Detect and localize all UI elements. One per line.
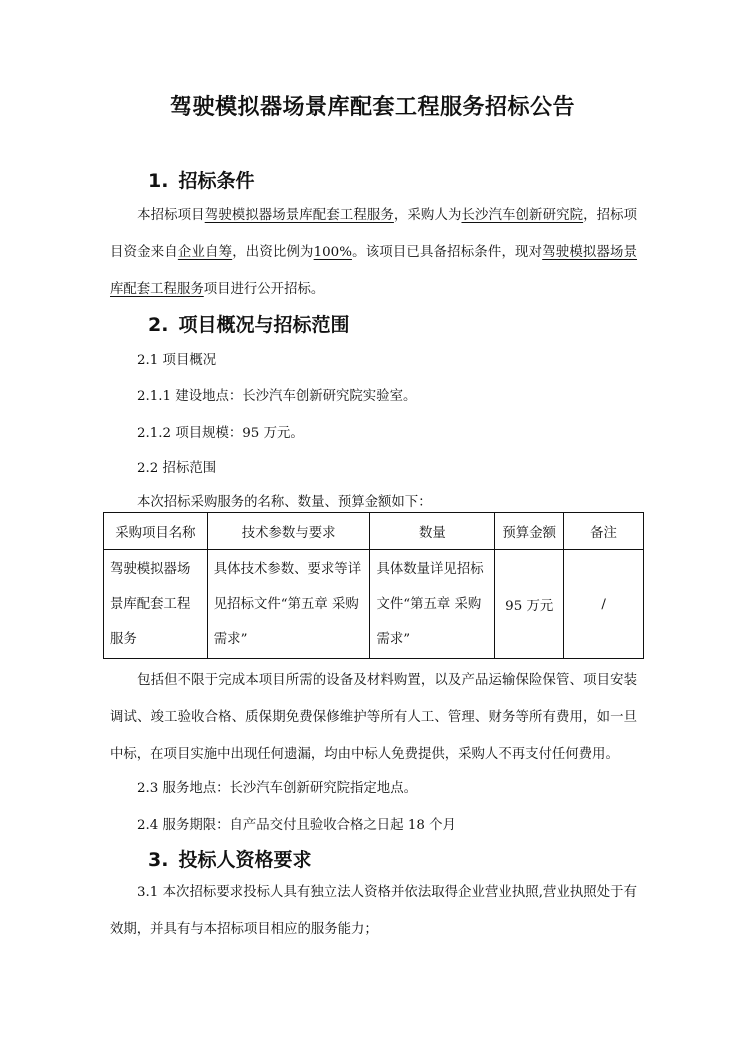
item-2-4: 2.4 服务期限：自产品交付且验收合格之日起 18 个月 (137, 818, 456, 833)
item-2-2: 2.2 招标范围 (137, 461, 217, 476)
table-header-cell: 预算金额 (495, 513, 564, 550)
section-3-title: 投标人资格要求 (178, 849, 312, 871)
section-1-paragraph: 本招标项目驾驶模拟器场景库配套工程服务，采购人为长沙汽车创新研究院，招标项目资金来自企业自筹，出资比例为100%。该项目已具备招标条件，现对驾驶模拟器场景库配套工程服务项目进行公开招标。 (110, 208, 638, 297)
section-1-heading (148, 166, 254, 193)
item-2-1-2: 2.1.2 项目规模：95 万元。 (137, 426, 304, 441)
fund-source: 企业自筹 (177, 245, 233, 260)
table-intro: 本次招标采购服务的名称、数量、预算金额如下： (137, 495, 432, 510)
section-3-heading (148, 845, 311, 872)
table-header-cell: 备注 (564, 513, 644, 550)
table-cell-remark: / (564, 550, 644, 659)
table-header-cell: 采购项目名称 (104, 513, 208, 550)
section-2-number: 2. (148, 314, 169, 336)
table-header-cell: 数量 (370, 513, 495, 550)
section-2-title: 项目概况与招标范围 (178, 314, 350, 336)
table-row (104, 550, 644, 659)
fund-ratio: 100% (313, 245, 352, 260)
section-1-title: 招标条件 (178, 170, 255, 192)
table-header-cell: 技术参数与要求 (207, 513, 370, 550)
table-cell-budget: 95 万元 (495, 550, 564, 659)
item-2-1: 2.1 项目概况 (137, 353, 217, 368)
item-3-1: 3.1 本次招标要求投标人具有独立法人资格并依法取得企业营业执照,营业执照处于有效期，并具有与本招标项目相应的服务能力； (110, 885, 637, 937)
table-cell-quantity: 具体数量详见招标文件“第五章 采购需求” (376, 561, 484, 647)
section-3-number: 3. (148, 849, 169, 871)
project-name-link: 驾驶模拟器场景库配套工程服务 (204, 208, 394, 223)
item-2-3: 2.3 服务地点：长沙汽车创新研究院指定地点。 (137, 781, 417, 796)
scope-paragraph: 包括但不限于完成本项目所需的设备及材料购置，以及产品运输保险保管、项目安装调试、竣工验收合格、质保期免费保修维护等所有人工、管理、财务等所有费用，如一旦中标，在项目实施中出现任何遗漏，均由中标人免费提供，采购人不再支付任何费用。 (110, 673, 637, 762)
table-cell-spec: 具体技术参数、要求等详见招标文件“第五章 采购需求” (213, 561, 362, 647)
section-1-number: 1. (148, 170, 169, 192)
table-header-row (104, 513, 644, 550)
buyer-name: 长沙汽车创新研究院 (461, 208, 584, 223)
item-2-1-1: 2.1.1 建设地点：长沙汽车创新研究院实验室。 (137, 389, 417, 404)
project-name-repeat: 驾驶模拟器场景库配套工程服务 (110, 245, 638, 297)
document-title: 驾驶模拟器场景库配套工程服务招标公告 (169, 95, 575, 120)
procurement-table (103, 512, 644, 659)
table-cell-item-name: 驾驶模拟器场景库配套工程服务 (110, 561, 191, 647)
section-2-heading (148, 310, 349, 337)
